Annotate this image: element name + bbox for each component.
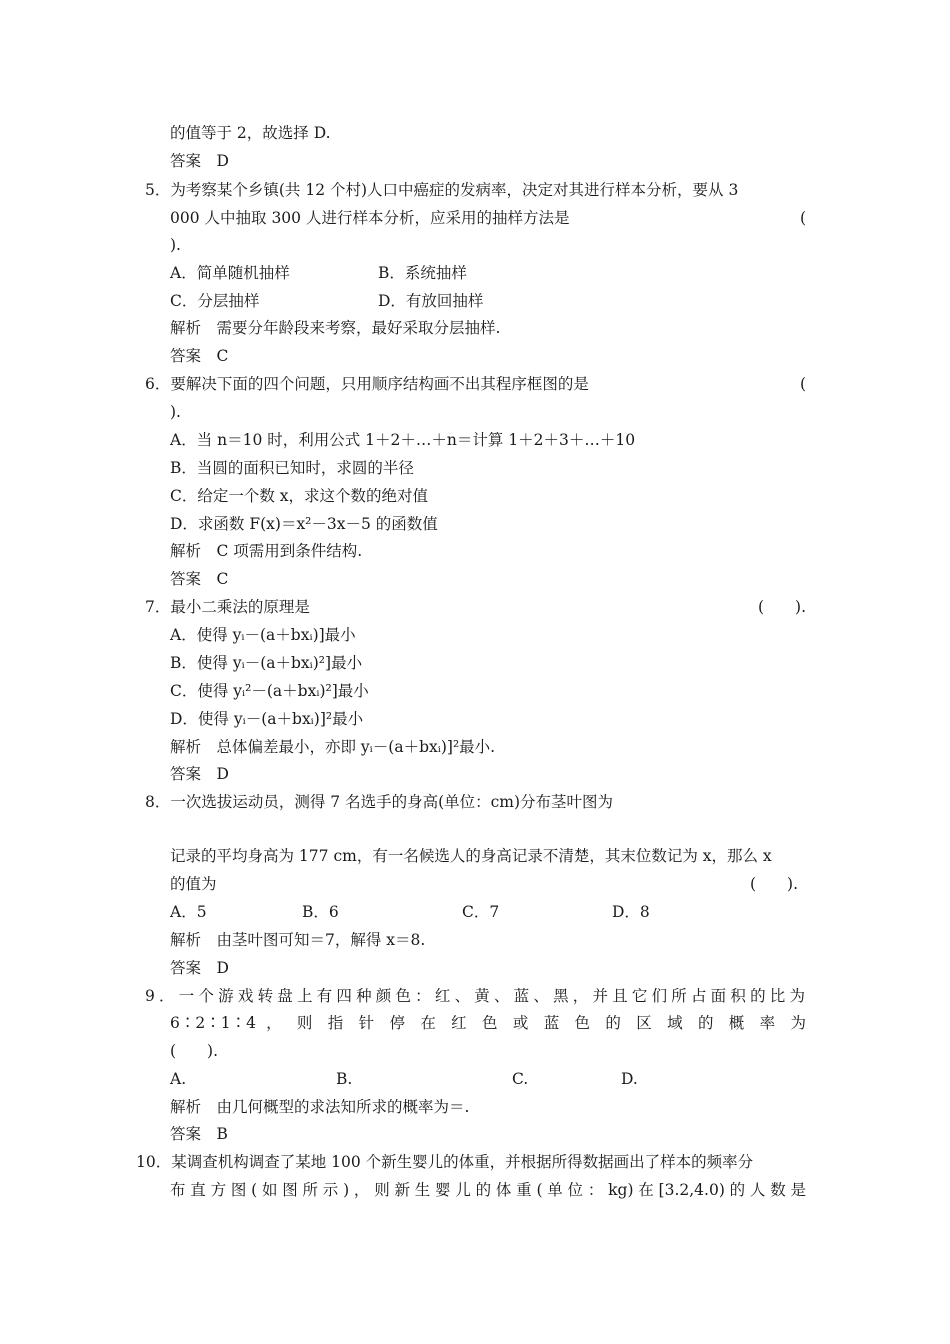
question-8-text: 8．一次选拔运动员，测得 7 名选手的身高(单位：cm)分布茎叶图为 — [145, 793, 614, 811]
option-b: B．使得 yᵢ－(a＋bxᵢ)²]最小 — [170, 654, 363, 672]
question-10-text: 10．某调查机构调查了某地 100 个新生婴儿的体重，并根据所得数据画出了样本的频率分 — [136, 1153, 754, 1171]
answer-line: 答案 C — [170, 347, 229, 365]
answer-line: 答案 B — [170, 1125, 228, 1143]
option-c: C．分层抽样 — [170, 292, 260, 310]
question-9-text: 9．一个游戏转盘上有四种颜色：红、黄、蓝、黑，并且它们所占面积的比为 — [145, 987, 805, 1005]
option-a: A．5 — [170, 903, 207, 921]
answer-line: 答案 D — [170, 765, 229, 783]
option-a: A．当 n＝10 时，利用公式 1＋2＋…＋n＝计算 1＋2＋3＋…＋10 — [170, 431, 636, 449]
option-b: B．当圆的面积已知时，求圆的半径 — [170, 459, 414, 477]
analysis-line: 解析 总体偏差最小，亦即 yᵢ－(a＋bxᵢ)]²最小. — [170, 738, 496, 756]
question-8-text-end: 的值为 — [170, 875, 217, 893]
analysis-line: 解析 需要分年龄段来考察，最好采取分层抽样. — [170, 319, 501, 337]
question-5-text-end: ). — [170, 236, 181, 254]
analysis-line: 解析 由几何概型的求法知所求的概率为＝. — [170, 1098, 470, 1116]
option-c: C．给定一个数 x，求这个数的绝对值 — [170, 487, 429, 505]
analysis-line: 解析 由茎叶图可知＝7，解得 x＝8. — [170, 931, 426, 949]
option-d: D．有放回抽样 — [378, 292, 484, 310]
option-d: D. — [621, 1070, 638, 1088]
option-a: A．使得 yᵢ－(a＋bxᵢ)]最小 — [170, 626, 356, 644]
question-8-text-cont: 记录的平均身高为 177 cm，有一名候选人的身高记录不清楚，其末位数记为 x，那么 x — [170, 847, 772, 865]
option-c: C. — [512, 1070, 529, 1088]
answer-line: 答案 C — [170, 570, 229, 588]
question-6-text: 6．要解决下面的四个问题，只用顺序结构画不出其程序框图的是 — [145, 375, 589, 393]
option-a: A．简单随机抽样 — [170, 264, 290, 282]
option-c: C．7 — [462, 903, 500, 921]
answer-line: 答案 D — [170, 152, 229, 170]
answer-paren: ( — [800, 375, 807, 393]
answer-paren: ( ). — [750, 875, 799, 893]
option-d: D．求函数 F(x)＝x²－3x－5 的函数值 — [170, 515, 438, 533]
question-5-text-cont: 000 人中抽取 300 人进行样本分析，应采用的抽样方法是 — [170, 209, 570, 227]
answer-line: 答案 D — [170, 959, 229, 977]
option-a: A. — [170, 1070, 187, 1088]
option-b: B．6 — [302, 903, 339, 921]
option-b: B．系统抽样 — [378, 264, 467, 282]
question-7-text: 7．最小二乘法的原理是 — [145, 598, 310, 616]
analysis-line: 解析 C 项需用到条件结构. — [170, 542, 363, 560]
question-6-text-end: ). — [170, 403, 181, 421]
option-b: B. — [336, 1070, 353, 1088]
question-9-text-end: ( ). — [170, 1042, 219, 1060]
text-line: 的值等于 2，故选择 D. — [170, 124, 331, 142]
option-c: C．使得 yᵢ²－(a＋bxᵢ)²]最小 — [170, 682, 369, 700]
answer-paren: ( ). — [758, 598, 807, 616]
question-10-text-cont: 布直方图(如图所示)，则新生婴儿的体重(单位：kg)在[3.2,4.0)的人数是 — [170, 1181, 806, 1199]
answer-paren: ( — [800, 209, 807, 227]
question-9-text-cont: 6∶2∶1∶4 ， 则 指 针 停 在 红 色 或 蓝 色 的 区 域 的 概 率 为 — [170, 1014, 806, 1032]
option-d: D．使得 yᵢ－(a＋bxᵢ)]²最小 — [170, 710, 364, 728]
option-d: D．8 — [612, 903, 650, 921]
question-5-text: 5．为考察某个乡镇(共 12 个村)人口中癌症的发病率，决定对其进行样本分析，要从 3 — [145, 181, 739, 199]
